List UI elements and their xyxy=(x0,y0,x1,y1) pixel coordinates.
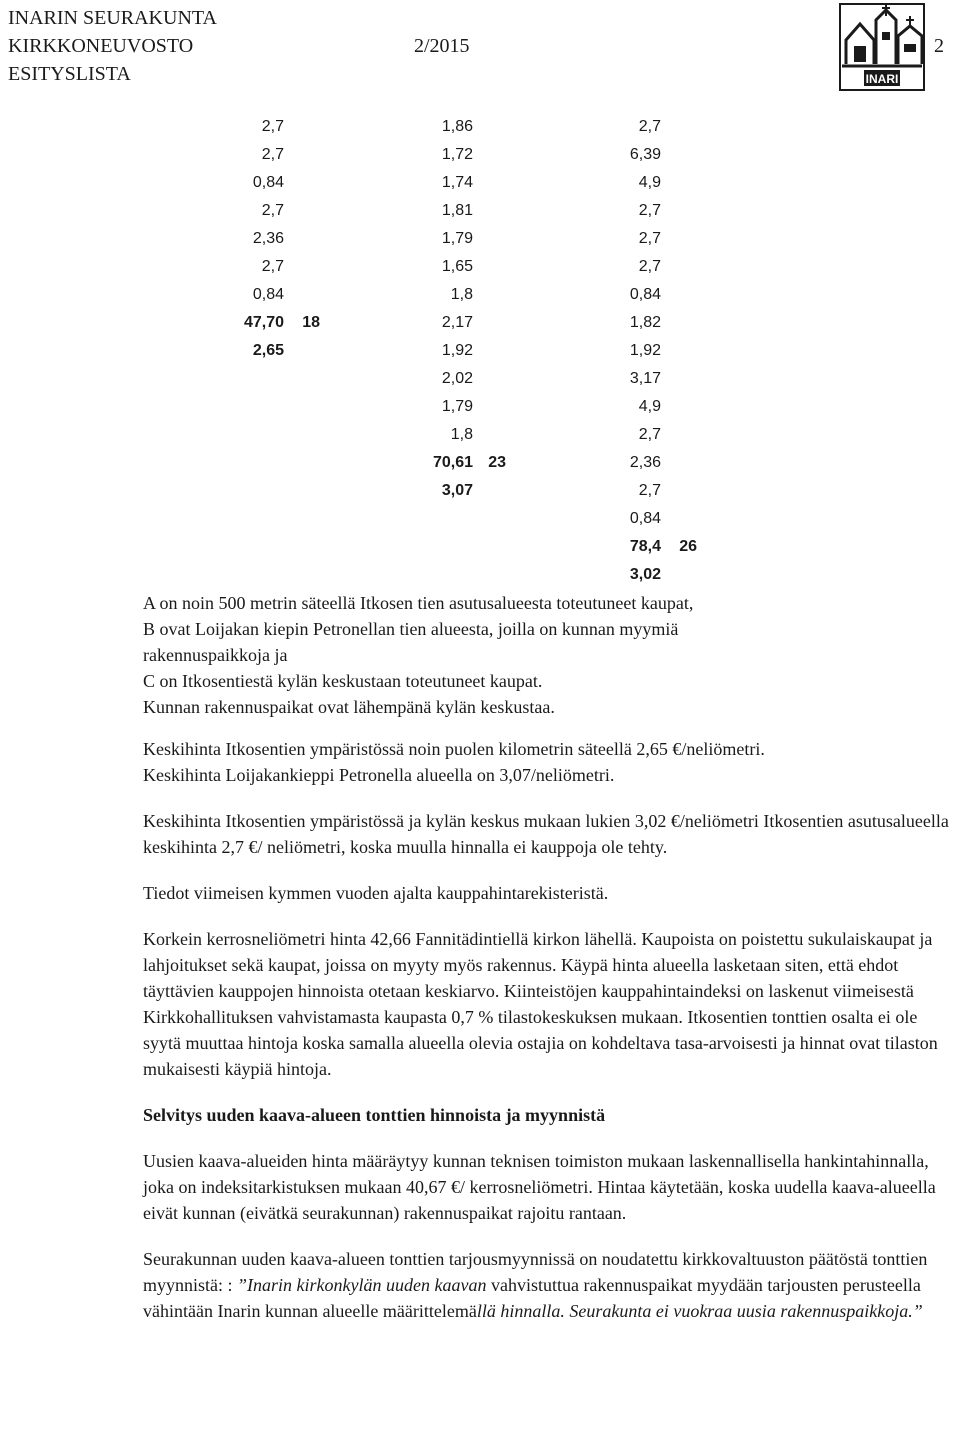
table-cell: 2,36 xyxy=(252,230,284,247)
table-cell: 0,84 xyxy=(252,174,284,191)
table-column-average: 2,65 xyxy=(252,342,284,359)
table-cell: 0,84 xyxy=(629,286,661,303)
quote-text: ”Inarin kirkonkylän uuden kaavan xyxy=(237,1275,487,1295)
table-cell: 1,81 xyxy=(441,202,473,219)
table-cell: 4,9 xyxy=(638,398,661,415)
table-cell: 0,84 xyxy=(252,286,284,303)
table-column-count: 26 xyxy=(679,538,697,555)
table-cell: 2,02 xyxy=(441,370,473,387)
table-cell: 2,7 xyxy=(638,258,661,275)
table-cell: 2,7 xyxy=(638,118,661,135)
paragraph-line: C on Itkosentiestä kylän keskustaan toteutuneet kaupat. xyxy=(143,671,543,691)
table-cell: 1,86 xyxy=(441,118,473,135)
table-cell: 1,92 xyxy=(629,342,661,359)
paragraph: Uusien kaava-alueiden hinta määräytyy kunnan teknisen toimiston mukaan laskennallisella hankintahinnalla, joka on indeksitarkistuksen mukaan 40,67 €/ kerrosneliömetri. Hintaa käytetään, koska uudella kaava-alueella eivät kunnan (eivätkä seurakunnan) rakennuspaikat rajoitu rantaan. xyxy=(143,1151,936,1223)
table-cell: 2,7 xyxy=(638,482,661,499)
table-cell: 2,7 xyxy=(261,118,284,135)
table-cell: 2,36 xyxy=(629,454,661,471)
header-document-type: ESITYSLISTA xyxy=(8,63,131,85)
paragraph: Keskihinta Itkosentien ympäristössä ja kylän keskus mukaan lukien 3,02 €/neliömetri Itkosentien asutusalueella keskihinta 2,7 €/ neliömetri, koska muulla hinnalla ei kauppoja ole tehty. xyxy=(143,811,949,857)
table-column-count: 18 xyxy=(302,314,320,331)
table-cell: 1,79 xyxy=(441,398,473,415)
table-column-sum: 47,70 xyxy=(243,314,284,331)
table-cell: 0,84 xyxy=(629,510,661,527)
paragraph-line: Keskihinta Loijakankieppi Petronella alueella on 3,07/neliömetri. xyxy=(143,765,615,785)
table-cell: 1,92 xyxy=(441,342,473,359)
paragraph-text: Seurakunnan uuden kaava-alueen tonttien tarjousmyynnissä on noudatettu kirkkovaltuuston päätöstä tonttien myynnistä: : xyxy=(143,1249,928,1295)
table-cell: 1,74 xyxy=(441,174,473,191)
header-board: KIRKKONEUVOSTO xyxy=(8,35,194,57)
paragraph-line: A on noin 500 metrin säteellä Itkosen tien asutusalueesta toteutuneet kaupat, xyxy=(143,593,694,613)
quote-text: llä hinnalla. Seurakunta ei vuokraa uusia rakennuspaikkoja.” xyxy=(476,1301,923,1321)
paragraph-quote-block xyxy=(143,1246,953,1324)
table-cell: 4,9 xyxy=(638,174,661,191)
table-cell: 1,82 xyxy=(629,314,661,331)
table-column-average: 3,07 xyxy=(441,482,473,499)
table-cell: 6,39 xyxy=(629,146,661,163)
table-column-count: 23 xyxy=(488,454,506,471)
table-cell: 2,7 xyxy=(638,426,661,443)
paragraph: Tiedot viimeisen kymmen vuoden ajalta kauppahintarekisteristä. xyxy=(143,883,609,903)
table-cell: 3,17 xyxy=(629,370,661,387)
table-cell: 1,72 xyxy=(441,146,473,163)
table-cell: 1,79 xyxy=(441,230,473,247)
paragraph: Korkein kerrosneliömetri hinta 42,66 Fannitädintiellä kirkon lähellä. Kaupoista on poistettu sukulaiskaupat ja lahjoitukset sekä kaupat, joissa on myyty myös rakennus. Käypä hinta alueella lasketaan siten, että ehdot täyttävien kauppojen hinnoista otetaan keskiarvo. Kiinteistöjen kauppahintaindeksi on laskenut viimeisestä Kirkkohallituksen vahvistamasta kaupasta 0,7 % tilastokeskuksen mukaan. Itkosentien tonttien osalta ei ole syytä muuttaa hintoja koska samalla alueella olevia ostajia on kohdeltava tasa-arvoisesti ja hinnat ovat tilaston mukaisesti käypiä hintoja. xyxy=(143,929,938,1079)
table-column-sum: 70,61 xyxy=(432,454,473,471)
table-cell: 2,7 xyxy=(638,202,661,219)
table-cell: 2,7 xyxy=(261,146,284,163)
logo-label: INARI xyxy=(865,72,899,86)
document-body xyxy=(143,590,953,1324)
paragraph-line: Kunnan rakennuspaikat ovat lähempänä kylän keskustaa. xyxy=(143,697,555,717)
header-issue: 2/2015 xyxy=(414,35,470,57)
table-cell: 2,7 xyxy=(261,258,284,275)
paragraph-line: B ovat Loijakan kiepin Petronellan tien alueesta, joilla on kunnan myymiä xyxy=(143,619,679,639)
paragraph-line: Keskihinta Itkosentien ympäristössä noin puolen kilometrin säteellä 2,65 €/neliömetri. xyxy=(143,739,765,759)
section-heading: Selvitys uuden kaava-alueen tonttien hinnoista ja myynnistä xyxy=(143,1105,606,1125)
paragraph-text: vahvistuttua rakennuspaikat myydään tarjousten perusteella vähintään Inarin kunnan alueelle määrittelemä xyxy=(143,1275,921,1321)
table-column-average: 3,02 xyxy=(629,566,661,583)
table-cell: 1,65 xyxy=(441,258,473,275)
table-cell: 2,7 xyxy=(638,230,661,247)
table-column-sum: 78,4 xyxy=(629,538,661,555)
inari-parish-logo xyxy=(838,2,926,92)
table-cell: 2,17 xyxy=(441,314,473,331)
table-cell: 1,8 xyxy=(450,426,473,443)
header-organization: INARIN SEURAKUNTA xyxy=(8,7,217,29)
paragraph-line: rakennuspaikkoja ja xyxy=(143,645,288,665)
header-page-number: 2 xyxy=(934,35,944,57)
table-cell: 1,8 xyxy=(450,286,473,303)
table-cell: 2,7 xyxy=(261,202,284,219)
